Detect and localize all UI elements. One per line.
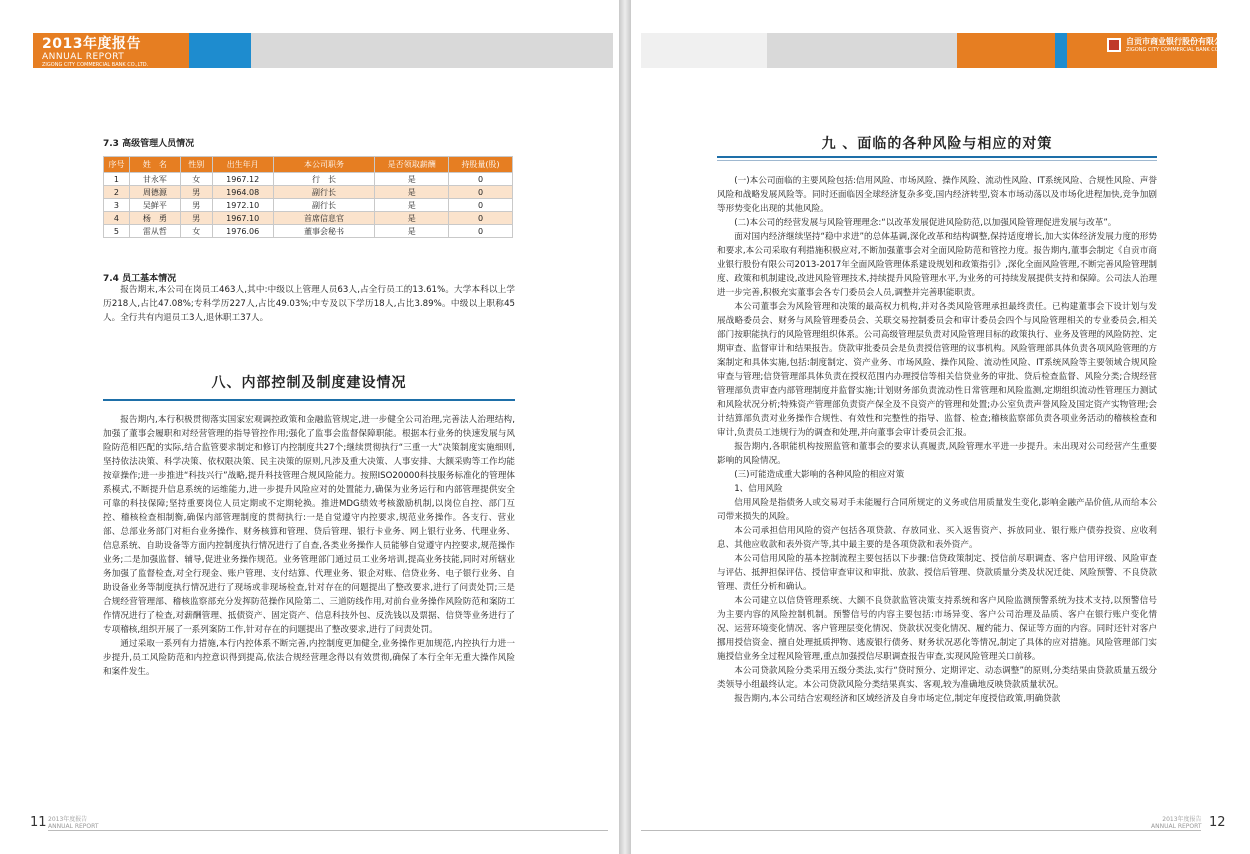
cell: 甘永军: [129, 173, 180, 186]
page-11: [0, 0, 619, 854]
body-paragraph: 信用风险是指债务人或交易对手未能履行合同所规定的义务或信用质量发生变化,影响金融产品价值,从而给本公司带来损失的风险。: [717, 498, 1157, 522]
cell: 是: [375, 186, 449, 199]
header-gray-bar: [767, 33, 957, 68]
section-9-body: [717, 174, 1157, 706]
cell: 5: [104, 225, 130, 238]
cell: 是: [375, 173, 449, 186]
management-table: [103, 156, 513, 238]
col-header: 序号: [104, 157, 130, 173]
body-paragraph: 报告期内,本公司结合宏观经济和区域经济及自身市场定位,制定年度授信政策,明确贷款: [734, 694, 1061, 704]
page-12: [631, 0, 1250, 854]
bank-emblem-icon: [1107, 38, 1121, 52]
cell: 是: [375, 212, 449, 225]
bank-name-en: ZIGONG CITY COMMERCIAL BANK CO.,LTD.: [1126, 47, 1233, 53]
cell: 1967.10: [212, 212, 273, 225]
cell: 女: [180, 173, 212, 186]
cell: 1964.08: [212, 186, 273, 199]
header-orange-bar: [957, 33, 1055, 68]
section-7-4-title: 7.4 员工基本情况: [103, 274, 177, 284]
header-blue-bar: [189, 33, 251, 68]
body-paragraph: 通过采取一系列有力措施,本行内控体系不断完善,内控制度更加健全,业务操作更加规范,内控执行力进一步提升,员工风险防范和内控意识得到提高,依法合规经营理念得以有效贯彻,确保了本行全年无重大操作风险和案件发生。: [103, 639, 515, 677]
page-number: 12: [1209, 815, 1226, 830]
body-paragraph: 本公司董事会为风险管理和决策的最高权力机构,并对各类风险管理承担最终责任。已构建董事会下设计划与发展战略委员会、财务与风险管理委员会、关联交易控制委员会和审计委员会四个与风险管理相关的专业委员会,相关部门按职能执行的风险管理组织体系。公司高级管理层负责对风险管理目标的政策执行、业务及管理的风险防控、定期审查、监督审计和结果报告。贷款审批委员会是负责授信管理的议事机构。风险管理部具体负责各项风险管理的方案制定和具体实施,包括:制度制定、资产业务、市场风险、操作风险、流动性风险、IT系统风险等主要领域合规风险审查与管理;信贷管理部具体负责在授权范围内办理授信等相关信贷业务的审批、贷后检查监督、风险分类;合规经营管理部负责审查内部管理制度并监督实施;计划财务部负责流动性日常管理和风险监测,定期组织流动性管理压力测试和风险状况分析;特殊资产管理部负责资产保全及不良资产的管理和处置;办公室负责声誉风险及国定资产实物管理;会计结算部负责对业务操作合规性、有效性和完整性的指导、监督、检查;稽核监察部负责各项业务活动的稽核检查和审计,负责员工违规行为的调查和处理,并向董事会审计委员会汇报。: [717, 302, 1157, 438]
page-number: 11: [30, 815, 47, 830]
col-header: 持股量(股): [449, 157, 513, 173]
section-8-body: [103, 413, 515, 679]
cell: 0: [449, 225, 513, 238]
cell: 副行长: [273, 199, 375, 212]
body-paragraph: (二)本公司的经营发展与风险管理理念:“以改革发展促进风险防范,以加强风险管理促进发展与改革”。: [734, 218, 1117, 228]
table-row: [104, 173, 513, 186]
cell: 1967.12: [212, 173, 273, 186]
cell: 男: [180, 186, 212, 199]
header-gray-bar: [251, 33, 613, 68]
body-paragraph: 面对国内经济继续坚持“稳中求进”的总体基调,深化改革和结构调整,保持适度增长,加大实体经济发展力度的形势和要求,本公司采取有利措施积极应对,不断加强董事会对全面风险防范和管控力度。报告期内,董事会制定《自贡市商业银行股份有限公司2013-2017年全面风险管理体系建设规划和政策指引》,深化全面风险管理,不断完善风险管理制度、政策和机制建设,改进风险管理技术,持续提升风险管理水平,为业务的可持续发展提供支持和保障。公司法人治理进一步完善,积极充实董事会各专门委员会人员,调整并完善职能职责。: [717, 232, 1157, 298]
body-paragraph: 本公司贷款风险分类采用五级分类法,实行“贷时预分、定期评定、动态调整”的原则,分类结果由贷款质量五级分类领导小组最终认定。本公司贷款风险分类结果真实、客观,较为准确地反映贷款质量状况。: [717, 666, 1157, 690]
cell: 4: [104, 212, 130, 225]
cell: 0: [449, 186, 513, 199]
cell: 1972.10: [212, 199, 273, 212]
body-paragraph: (一)本公司面临的主要风险包括:信用风险、市场风险、操作风险、流动性风险、IT系统风险、合规性风险、声誉风险和战略发展风险等。同时还面临因全球经济复杂多变,国内经济转型,资本市场动荡以及市场化进程加快,竞争加剧等形势变化出现的其他风险。: [717, 176, 1157, 214]
body-paragraph: (三)可能造成重大影响的各种风险的相应对策: [734, 470, 905, 480]
footer-title-en: ANNUAL REPORT: [1151, 823, 1202, 830]
table-row: [104, 186, 513, 199]
cell: 女: [180, 225, 212, 238]
cell: 1: [104, 173, 130, 186]
staff-text: 报告期末,本公司在岗员工463人,其中:中级以上管理人员63人,占全行员工的13.61%。大学本科以上学历218人,占比47.08%;专科学历227人,占比49.03%;中专及以下学历18人,占比3.89%。中级以上职称45人。全行共有内退员工3人,退休职工37人。: [103, 285, 515, 323]
heading-rule-thin: [717, 160, 1157, 161]
cell: 是: [375, 225, 449, 238]
footer-label: [48, 816, 99, 830]
cell: 副行长: [273, 186, 375, 199]
report-title-en: ANNUAL REPORT: [42, 52, 125, 62]
col-header: 姓 名: [129, 157, 180, 173]
table-row: [104, 212, 513, 225]
body-paragraph: 本公司承担信用风险的资产包括各项贷款、存放同业、买入返售资产、拆放同业、银行账户债券投资、应收利息、其他应收款和表外资产等,其中最主要的是各项贷款和表外资产。: [717, 526, 1157, 550]
cell: 首席信息官: [273, 212, 375, 225]
cell: 男: [180, 199, 212, 212]
cell: 2: [104, 186, 130, 199]
bank-name-cn: 自贡市商业银行股份有限公司: [1126, 37, 1230, 46]
footer-title-cn: 2013年度报告: [1162, 816, 1202, 823]
book-spine: [619, 0, 631, 854]
footer-rule: [48, 830, 608, 831]
cell: 是: [375, 199, 449, 212]
cell: 行 长: [273, 173, 375, 186]
table-header-row: [104, 157, 513, 173]
section-9-heading: 九 、面临的各种风险与相应的对策: [821, 136, 1053, 152]
table-row: [104, 199, 513, 212]
col-header: 本公司职务: [273, 157, 375, 173]
report-title-cn: 2013年度报告: [42, 36, 141, 52]
body-paragraph: 报告期内,本行积极贯彻落实国家宏观调控政策和金融监管规定,进一步健全公司治理,完善法人治理结构,加强了董事会履职和对经营管理的指导管控作用;强化了监事会监督保障职能。根据本行业务的快速发展与风险防范相匹配的实际,结合监管要求制定和修订内控制度共27个;继续贯彻执行“三重一大”决策制度实施细则,坚持依法决策、科学决策、依权限决策、民主决策的原则,凡涉及重大决策、人事安排、大额采购等工作均能按章操作;进一步推进“科技兴行”战略,提升科技管理合规风险能力。按照ISO20000科技服务标准化的管理体系模式,不断提升信息系统的运维能力,进一步提升风险应对的处置能力,确保为业务运行和内部管理提供安全可靠的科技保障;坚持重要岗位人员定期或不定期轮换。推进MDG绩效考核激励机制,以岗位自控、部门互控、稽核检查相制衡,确保内部管理制度的贯彻执行:一是自觉遵守内控要求,规范业务操作。各支行、营业部、总部业务部门对柜台业务操作、财务核算和管理、贷后管理、银行卡业务、网上银行业务、代理业务、信息系统、自助设备等方面内控制度执行情况进行了自查,各类业务操作人员能够自觉遵守内控要求,规范操作业务;二是加强监督、辅导,促进业务操作规范。业务管理部门通过员工业务培训,提高业务技能,同时对所辖业务加强了监督检查,对全行现金、账户管理、支付结算、代理业务、银企对账、信贷业务、电子银行业务、自助设备业务等制度执行情况进行了现场或非现场检查,针对存在的问题提出了整改要求,进行了问责处罚;三是合规经营管理部、稽核监察部充分发挥防范操作风险第二、三道防线作用,对前台业务操作风险防范和案防工作情况进行了检查,对薪酬管理、抵债资产、固定资产、信息科技外包、反洗钱以及票据、信贷等业务进行了专项稽核,组织开展了一系列案防工作,针对存在的问题提出了整改要求,进行了问责处罚。: [103, 415, 515, 635]
footer-title-en: ANNUAL REPORT: [48, 823, 99, 830]
col-header: 是否领取薪酬: [375, 157, 449, 173]
body-paragraph: 报告期内,各职能机构按照监管和董事会的要求认真履责,风险管理水平进一步提升。未出现对公司经营产生重要影响的风险情况。: [717, 442, 1157, 466]
body-paragraph: 本公司信用风险的基本控制流程主要包括以下步骤:信贷政策制定、授信前尽职调查、客户信用评级、风险审查与评估、抵押担保评估、授信审查审议和审批、放款、授信后管理、贷款质量分类及状况迁徙、风险预警、不良贷款管理、责任分析和确认。: [717, 554, 1157, 592]
staff-paragraph: [103, 283, 515, 325]
section-7-3-title: 7.3 高级管理人员情况: [103, 139, 195, 149]
header-blue-bar: [1055, 33, 1067, 68]
section-8-heading: 八、内部控制及制度建设情况: [211, 375, 407, 391]
cell: 杨 勇: [129, 212, 180, 225]
bank-name-en: ZIGONG CITY COMMERCIAL BANK CO.,LTD.: [42, 62, 149, 68]
cell: 吴鲜平: [129, 199, 180, 212]
footer-title-cn: 2013年度报告: [48, 816, 88, 823]
cell: 雷从哲: [129, 225, 180, 238]
cell: 0: [449, 212, 513, 225]
cell: 周德源: [129, 186, 180, 199]
footer-rule: [641, 830, 1201, 831]
cell: 1976.06: [212, 225, 273, 238]
cell: 0: [449, 199, 513, 212]
footer-label: [1151, 816, 1202, 830]
header-light-bar: [641, 33, 767, 68]
col-header: 出生年月: [212, 157, 273, 173]
cell: 男: [180, 212, 212, 225]
body-paragraph: 1、信用风险: [734, 484, 783, 494]
cell: 0: [449, 173, 513, 186]
cell: 3: [104, 199, 130, 212]
annual-report-logo: [42, 37, 148, 68]
col-header: 性别: [180, 157, 212, 173]
cell: 董事会秘书: [273, 225, 375, 238]
table-row: [104, 225, 513, 238]
heading-rule: [717, 156, 1157, 158]
body-paragraph: 本公司建立以信贷管理系统、大额不良贷款监管决策支持系统和客户风险监测预警系统为技术支持,以预警信号为主要内容的风险控制机制。预警信号的内容主要包括:市场异变、客户公司治理及品质、客户在银行账户变化情况、运营环境变化情况、客户管理层变化情况、贷款状况变化情况、履约能力、保证等方面的内容。同时还针对客户挪用授信资金、擅自处理抵质押物、逃废银行债务、财务状况恶化等情况,制定了具体的应对措施。风险管理部门实施授信业务全过程风险管理,重点加强授信尽职调查报告审查,实现风险管理关口前移。: [717, 596, 1157, 662]
heading-rule: [103, 399, 515, 401]
